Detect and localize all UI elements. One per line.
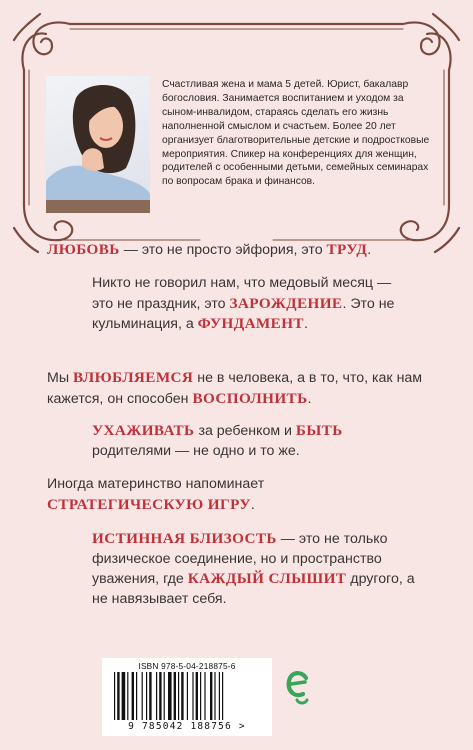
- quote-text: другого, а не навязывает себя.: [92, 571, 415, 607]
- quote-intimacy: [92, 529, 422, 609]
- quote-text: не в человека, а в то, что, как нам кажется, он способен: [47, 370, 423, 407]
- quote-text: Иногда материнство напоминает: [47, 476, 265, 492]
- quote-honeymoon: [92, 274, 412, 335]
- barcode-bar: [196, 672, 198, 720]
- quote-care: [92, 421, 422, 461]
- barcode-bar: [146, 672, 147, 720]
- highlight-fall-in-love: ВЛЮБЛЯЕМСЯ: [72, 369, 194, 386]
- quote-text: .: [303, 316, 308, 332]
- barcode-bar: [136, 672, 137, 720]
- quote-falling-in-love: [47, 368, 437, 409]
- quote-text: .: [250, 496, 255, 513]
- quote-text: .: [307, 390, 312, 407]
- barcode-bar: [156, 672, 157, 720]
- highlight-care: УХАЖИВАТЬ: [92, 422, 195, 439]
- barcode-bar: [122, 672, 126, 720]
- barcode-bar: [219, 672, 220, 720]
- highlight-love: ЛЮБОВЬ: [47, 241, 120, 258]
- highlight-birth: ЗАРОЖДЕНИЕ: [229, 294, 343, 312]
- barcode-bar: [127, 672, 128, 720]
- barcode-bar: [192, 672, 193, 720]
- barcode-bar: [168, 672, 172, 720]
- barcode-bar: [214, 672, 215, 720]
- isbn-number: ISBN 978-5-04-218875-6: [138, 661, 236, 671]
- barcode-bar: [200, 672, 201, 720]
- highlight-be: БЫТЬ: [295, 422, 343, 439]
- barcode-bar: [114, 672, 115, 720]
- barcode-digits: 9 785042 188756 >: [128, 721, 246, 732]
- author-bio: Счастливая жена и мама 5 детей. Юрист, бакалавр богословия. Занимается воспитанием и уходом за сыном-инвалидом, стараясь сделать его жизнь наполненной смыслом и счастьем. Более 20 лет организует благотворительные детские и подростковые мероприятия. Спикер на конференциях для женщин, родителей с особенными детьми, семейных семинарах по вопросам брака и финансов.: [162, 79, 430, 188]
- barcode-bar: [204, 672, 205, 720]
- highlight-foundation: ФУНДАМЕНТ: [197, 315, 304, 332]
- highlight-everyone-hears: КАЖДЫЙ СЛЫШИТ: [187, 570, 347, 587]
- eksmo-logo-icon: [285, 668, 311, 708]
- quote-text: . Это не кульминация, а: [92, 295, 395, 332]
- quote-text: Никто не говорил нам, что медовый месяц — это не праздник, это: [92, 275, 392, 312]
- barcode-bar: [181, 672, 183, 720]
- highlight-true-intimacy: ИСТИННАЯ БЛИЗОСТЬ: [92, 530, 277, 547]
- barcode-bar: [159, 672, 161, 720]
- isbn-barcode: [102, 658, 272, 736]
- quote-text: .: [367, 242, 372, 258]
- barcode-bar: [222, 672, 223, 720]
- barcode-bar: [164, 672, 165, 720]
- quote-motherhood: [47, 475, 397, 515]
- barcode-bar: [132, 672, 134, 720]
- quote-text: — это не просто эйфория, это: [119, 242, 327, 258]
- barcode-bar: [149, 672, 151, 720]
- barcode-bar: [178, 672, 179, 720]
- barcode-bar: [187, 672, 188, 720]
- barcode-bar: [210, 672, 212, 720]
- quote-text: родителями — не одно и то же.: [92, 442, 300, 459]
- highlight-strategy-game: СТРАТЕГИЧЕСКУЮ ИГРУ: [47, 495, 251, 513]
- quote-love: [47, 240, 427, 261]
- quote-text: за ребенком и: [194, 423, 296, 439]
- quote-text: Мы: [47, 370, 73, 386]
- quote-text: — это не только физическое соединение, но и пространство уважения, где: [92, 531, 388, 587]
- barcode-bar: [142, 672, 143, 720]
- barcode-bar: [117, 672, 119, 720]
- author-portrait-icon: [46, 76, 150, 213]
- author-photo: [46, 76, 150, 213]
- barcode-bar: [174, 672, 176, 720]
- highlight-work: ТРУД: [326, 241, 368, 258]
- highlight-fulfill: ВОСПОЛНИТЬ: [192, 389, 308, 407]
